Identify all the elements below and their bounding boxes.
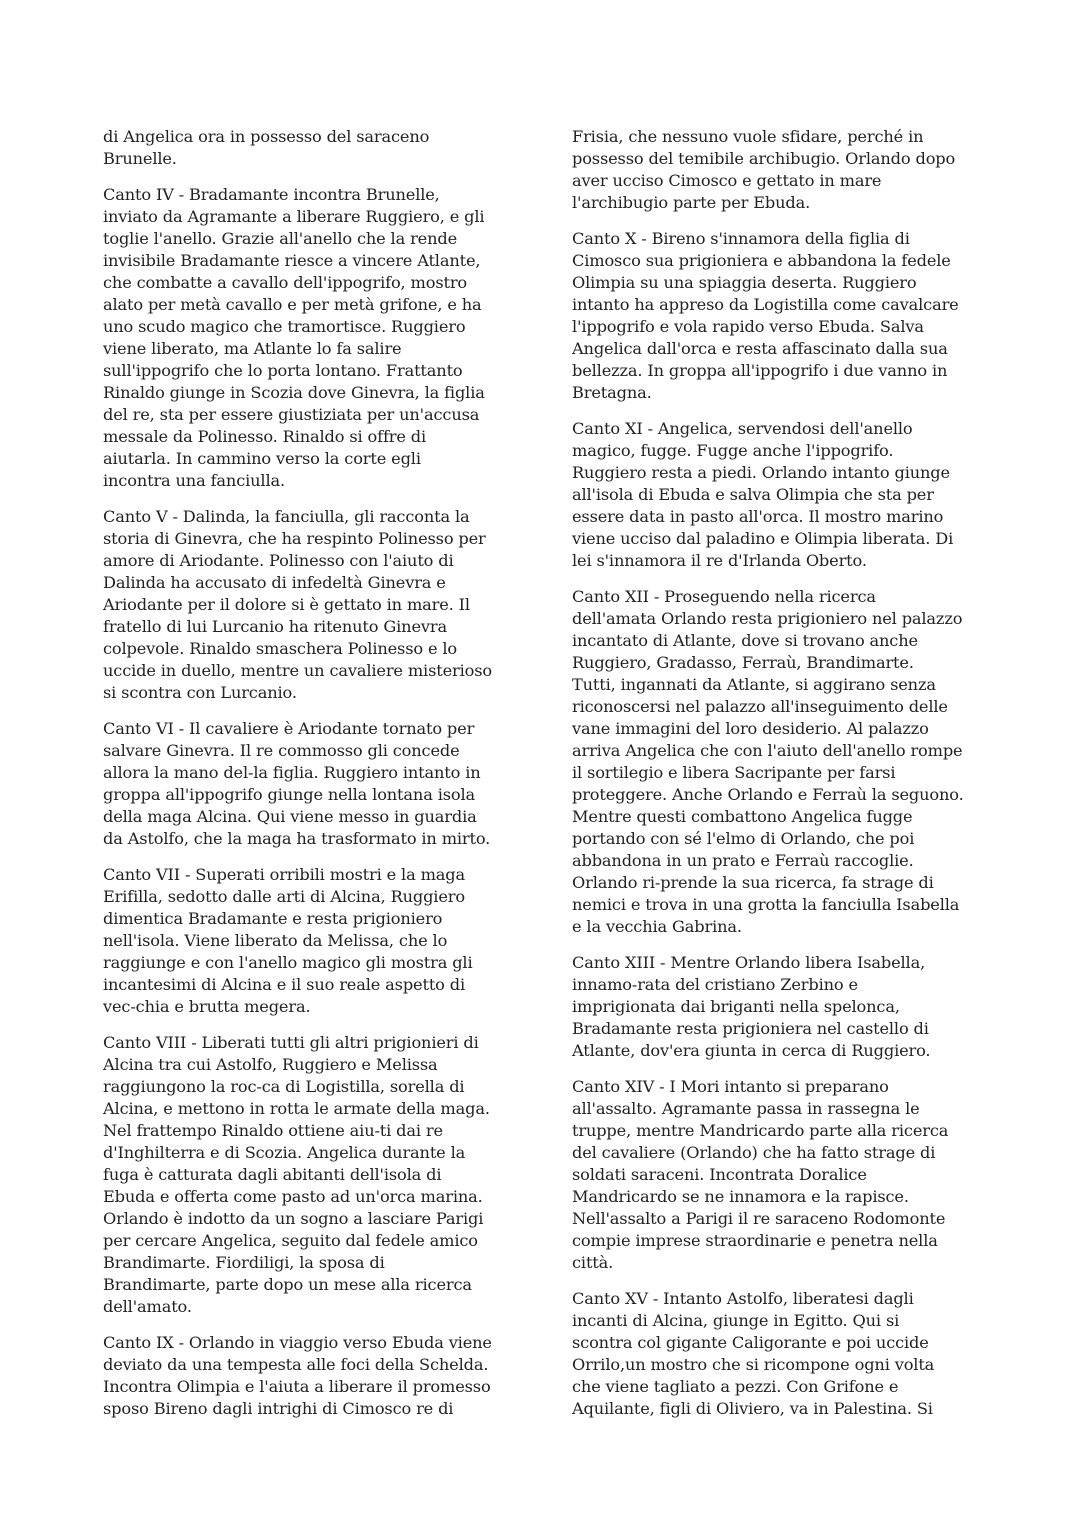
paragraph-canto-xi: Canto XI - Angelica, servendosi dell'anello magico, fugge. Fugge anche l'ippogrifo. Ruggiero resta a piedi. Orlando intanto giunge all'isola di Ebuda e salva Olimpia che sta per essere data in pasto all'orca. Il mostro marino viene ucciso dal paladino e Olimpia liberata. Di lei s'innamora il re d'Irlanda Oberto. (572, 419, 954, 570)
paragraph-canto-xii: Canto XII - Proseguendo nella ricerca dell'amata Orlando resta prigioniero nel palazzo incantato di Atlante, dove si trovano anche Ruggiero, Gradasso, Ferraù, Brandimarte. Tutti, ingannati da Atlante, si aggirano senza riconoscersi nel palazzo all'inseguimento delle vane immagini del loro desiderio. Al palazzo arriva Angelica che con l'aiuto dell'anello rompe il sortilegio e libera Sacripante per farsi proteggere. Anche Orlando e Ferraù la seguono. Mentre questi combattono Angelica fugge portando con sé l'elmo di Orlando, che poi abbandona in un prato e Ferraù raccoglie. Orlando ri-prende la sua ricerca, fa strage di nemici e trova in una grotta la fanciulla Isabella e la vecchia Gabrina. (572, 587, 964, 936)
right-column (572, 126, 984, 1434)
paragraph-canto-xv: Canto XV - Intanto Astolfo, liberatesi dagli incanti di Alcina, giunge in Egitto. Qui si scontra col gigante Caligorante e poi uccide Orrilo,un mostro che si ricompone ogni volta che viene tagliato a pezzi. Con Grifone e Aquilante, figli di Oliviero, va in Palestina. Si (572, 1289, 935, 1418)
paragraph-canto-xiii: Canto XIII - Mentre Orlando libera Isabella, innamo-rata del cristiano Zerbino e imprigionata dai briganti nella spelonca, Bradamante resta prigioniera nel castello di Atlante, dov'era giunta in cerca di Ruggiero. (572, 953, 931, 1060)
paragraph-canto-v: Canto V - Dalinda, la fanciulla, gli racconta la storia di Ginevra, che ha respinto Polinesso per amore di Ariodante. Polinesso con l'aiuto di Dalinda ha accusato di infedeltà Ginevra e Ariodante per il dolore si è gettato in mare. Il fratello di lui Lurcanio ha ritenuto Ginevra colpevole. Rinaldo smaschera Polinesso e lo uccide in duello, mentre un cavaliere misterioso si scontra con Lurcanio. (103, 507, 492, 702)
paragraph-canto-x: Canto X - Bireno s'innamora della figlia di Cimosco sua prigioniera e abbandona la fedele Olimpia su una spiaggia deserta. Ruggiero intanto ha appreso da Logistilla come cavalcare l'ippogrifo e vola rapido verso Ebuda. Salva Angelica dall'orca e resta affascinato dalla sua bellezza. In groppa all'ippogrifo i due vanno in Bretagna. (572, 229, 959, 402)
paragraph-canto-iv: Canto IV - Bradamante incontra Brunelle, inviato da Agramante a liberare Ruggiero, e gli toglie l'anello. Grazie all'anello che la rende invisibile Bradamante riesce a vincere Atlante, che combatte a cavallo dell'ippogrifo, mostro alato per metà cavallo e per metà grifone, e ha uno scudo magico che tramortisce. Ruggiero viene liberato, ma Atlante lo fa salire sull'ippogrifo che lo porta lontano. Frattanto Rinaldo giunge in Scozia dove Ginevra, la figlia del re, sta per essere giustiziata per un'accusa messale da Polinesso. Rinaldo si offre di aiutarla. In cammino verso la corte egli incontra una fanciulla. (103, 185, 485, 490)
paragraph-canto-vii: Canto VII - Superati orribili mostri e la maga Erifilla, sedotto dalle arti di Alcina, Ruggiero dimentica Bradamante e resta prigioniero nell'isola. Viene liberato da Melissa, che lo raggiunge e con l'anello magico gli mostra gli incantesimi di Alcina e il suo reale aspetto di vec-chia e brutta megera. (103, 865, 473, 1016)
paragraph-canto-ix: Canto IX - Orlando in viaggio verso Ebuda viene deviato da una tempesta alle foci della Schelda. Incontra Olimpia e l'aiuta a liberare il promesso sposo Bireno dagli intrighi di Cimosco re di (103, 1333, 492, 1418)
paragraph-canto-xiv: Canto XIV - I Mori intanto si preparano all'assalto. Agramante passa in rassegna le truppe, mentre Mandricardo parte alla ricerca del cavaliere (Orlando) che ha fatto strage di soldati saraceni. Incontrata Doralice Mandricardo se ne innamora e la rapisce. Nell'assalto a Parigi il re saraceno Rodomonte compie imprese straordinarie e penetra nella città. (572, 1077, 949, 1272)
paragraph-continuation: di Angelica ora in possesso del saraceno Brunelle. (103, 127, 430, 168)
paragraph-canto-ix-continuation: Frisia, che nessuno vuole sfidare, perché in possesso del temibile archibugio. Orlando dopo aver ucciso Cimosco e gettato in mare l'archibugio parte per Ebuda. (572, 127, 956, 212)
paragraph-canto-viii: Canto VIII - Liberati tutti gli altri prigionieri di Alcina tra cui Astolfo, Ruggiero e Melissa raggiungono la roc-ca di Logistilla, sorella di Alcina, e mettono in rotta le armate della maga. Nel frattempo Rinaldo ottiene aiu-ti dai re d'Inghilterra e di Scozia. Angelica durante la fuga è catturata dagli abitanti dell'isola di Ebuda e offerta come pasto ad un'orca marina. Orlando è indotto da un sogno a lasciare Parigi per cercare Angelica, seguito dal fedele amico Brandimarte. Fiordiligi, la sposa di Brandimarte, parte dopo un mese alla ricerca dell'amato. (103, 1033, 490, 1316)
paragraph-canto-vi: Canto VI - Il cavaliere è Ariodante tornato per salvare Ginevra. Il re commosso gli concede allora la mano del-la figlia. Ruggiero intanto in groppa all'ippogrifo giunge nella lontana isola della maga Alcina. Qui viene messo in guardia da Astolfo, che la maga ha trasformato in mirto. (103, 719, 491, 848)
left-column (103, 126, 521, 1434)
